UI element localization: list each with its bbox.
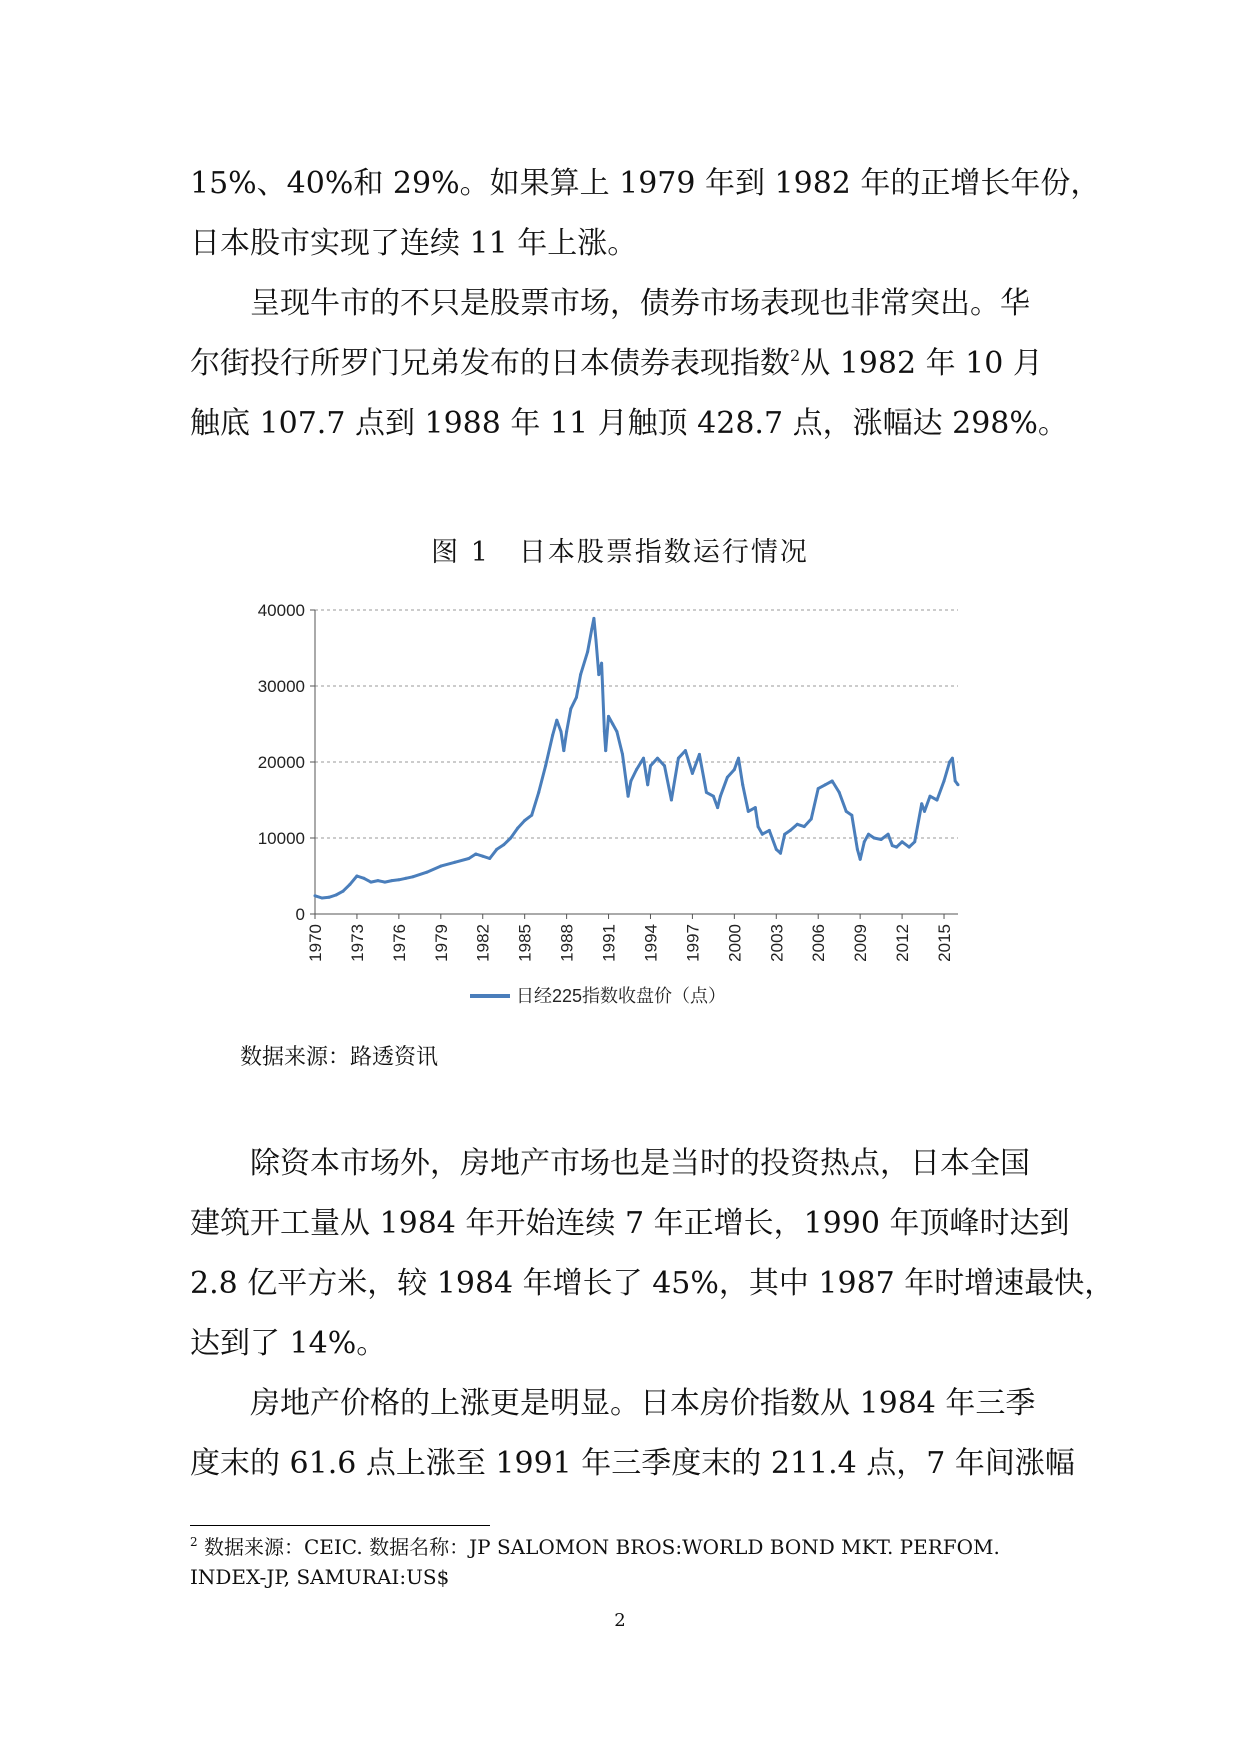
data-point [951,757,954,760]
data-point [383,881,386,884]
data-point [929,795,932,798]
data-point [716,806,719,809]
data-point [586,650,589,653]
x-axis-ticks [306,924,954,962]
data-point [592,617,595,620]
data-point [936,799,939,802]
data-point [404,877,407,880]
data-point [954,780,957,783]
data-point [523,819,526,822]
legend-label: 日经225指数收盘价（点） [516,986,727,1006]
chart-gridlines [315,610,958,838]
data-point [831,780,834,783]
data-point [590,628,593,631]
paragraph-line [190,334,1050,394]
data-point [481,855,484,858]
series-line [315,618,958,898]
data-point [565,730,568,733]
data-point [335,894,338,897]
x-tick-label: 2006 [809,924,829,962]
footnote [190,1532,1050,1592]
data-point [362,877,365,880]
data-point [863,840,866,843]
data-point [569,707,572,710]
x-tick-label: 2003 [767,924,787,962]
data-point [411,875,414,878]
x-tick-label: 2000 [725,924,745,962]
data-point [948,761,951,764]
data-point [544,764,547,767]
page-number: 2 [614,1610,626,1631]
y-tick-label: 30000 [257,677,305,696]
data-point [943,780,946,783]
chart-series [314,617,960,900]
paragraph-3 [190,1134,1115,1374]
data-point [747,810,750,813]
data-point [495,848,498,851]
paragraph-line: 触底 107.7 点到 1988 年 11 月触顶 428.7 点，涨幅达 298%。 [190,406,1068,441]
x-tick-label: 1982 [473,924,493,962]
data-point [920,802,923,805]
data-point [502,843,505,846]
data-point [604,749,607,752]
data-point [603,730,606,733]
data-point [629,780,632,783]
data-point [328,896,331,899]
paragraph-line: 日本股市实现了连续 11 年上涨。 [190,226,638,261]
data-point [913,840,916,843]
y-tick-label: 20000 [257,753,305,772]
data-point [551,734,554,737]
data-point [321,897,324,900]
data-point [348,883,351,886]
data-point [891,844,894,847]
data-point [817,787,820,790]
chart-axes [310,610,958,919]
data-point [369,881,372,884]
data-point [880,838,883,841]
data-point [607,715,610,718]
data-point [726,776,729,779]
figure-title: 图 1 日本股票指数运行情况 [431,537,809,568]
data-point [642,757,645,760]
data-point [390,879,393,882]
data-point [670,799,673,802]
data-point [597,673,600,676]
data-point [915,833,918,836]
data-point [757,825,760,828]
data-point [509,837,512,840]
data-point [845,810,848,813]
data-point [453,861,456,864]
x-tick-label: 2015 [935,924,955,962]
data-point [656,757,659,760]
x-tick-label: 1988 [557,924,577,962]
footnote-line: INDEX-JP, SAMURAI:US$ [190,1565,450,1589]
data-point [467,857,470,860]
paragraph-1 [190,154,1101,274]
data-point [646,783,649,786]
paragraph-line: 2.8 亿平方米，较 1984 年增长了 45%，其中 1987 年时增速最快， [190,1266,1115,1301]
paragraph-line: 建筑开工量从 1984 年开始连续 7 年正增长，1990 年顶峰时达到 [190,1206,1070,1241]
paragraph-line: 度末的 61.6 点上涨至 1991 年三季度末的 211.4 点，7 年间涨幅 [190,1446,1075,1481]
footnote-divider [190,1525,490,1526]
data-point [615,730,618,733]
data-point [530,814,533,817]
data-point [859,858,862,861]
data-point [397,878,400,881]
data-point [595,639,598,642]
data-point [895,846,898,849]
x-tick-label: 1970 [306,924,325,962]
paragraph-2 [190,274,1068,454]
paragraph-4 [190,1374,1075,1494]
data-point [663,764,666,767]
data-point [761,833,764,836]
data-point [754,806,757,809]
data-point [425,871,428,874]
data-point [850,814,853,817]
data-point [712,795,715,798]
data-point [488,857,491,860]
data-point [779,852,782,855]
data-point [957,783,960,786]
data-point [562,749,565,752]
data-point [355,875,358,878]
chart-legend [470,986,726,1006]
x-tick-label: 1985 [515,924,535,962]
data-point [733,768,736,771]
data-point [555,719,558,722]
y-tick-label: 0 [295,905,305,924]
data-point [649,764,652,767]
y-tick-label: 40000 [257,601,305,620]
x-tick-label: 2012 [893,924,913,962]
data-point [803,825,806,828]
data-point [474,853,477,856]
data-point [439,865,442,868]
x-tick-label: 1991 [599,924,619,962]
data-point [923,810,926,813]
data-point [741,783,744,786]
data-point [908,846,911,849]
x-tick-label: 1994 [641,924,661,962]
y-tick-label: 10000 [257,829,305,848]
data-point [887,833,890,836]
paragraph-line: 15%、40%和 29%。如果算上 1979 年到 1982 年的正增长年份， [190,166,1101,201]
data-point [627,795,630,798]
data-point [376,879,379,882]
data-point [783,833,786,836]
data-point [691,772,694,775]
figure-source: 数据来源：路透资讯 [240,1045,439,1070]
data-point [867,833,870,836]
footnote-reference[interactable]: 2 [790,346,801,365]
paragraph-text: 从 1982 年 10 月 [800,346,1043,381]
footnote-text: 数据来源：CEIC. 数据名称：JP SALOMON BROS:WORLD BOND MKT. PERFOM. [204,1535,1000,1559]
data-point [314,894,317,897]
data-point [824,783,827,786]
footnote-marker: 2 [190,1535,198,1549]
paragraph-line: 达到了 14%。 [190,1326,387,1361]
x-tick-label: 1979 [431,924,451,962]
y-axis-ticks [258,601,305,924]
data-point [810,818,813,821]
x-tick-label: 1973 [347,924,367,962]
data-point [635,768,638,771]
data-point [575,696,578,699]
data-point [560,730,563,733]
data-point [768,829,771,832]
paragraph-line: 房地产价格的上涨更是明显。日本房价指数从 1984 年三季 [250,1386,1036,1421]
data-point [677,757,680,760]
x-tick-label: 1997 [683,924,703,962]
data-point [705,791,708,794]
data-point [600,662,603,665]
data-point [719,795,722,798]
data-point [516,827,519,830]
data-point [342,890,345,893]
x-tick-label: 2009 [851,924,871,962]
data-point [684,749,687,752]
data-point [838,791,841,794]
paragraph-line: 除资本市场外，房地产市场也是当时的投资热点，日本全国 [250,1146,1030,1181]
data-point [698,753,701,756]
data-point [579,673,582,676]
data-point [621,753,624,756]
data-point [611,723,614,726]
data-point [789,829,792,832]
data-point [901,840,904,843]
data-point [796,823,799,826]
paragraph-text: 尔街投行所罗门兄弟发布的日本债券表现指数 [190,346,790,381]
footnote-line [190,1532,1050,1562]
paragraph-line: 呈现牛市的不只是股票市场，债券市场表现也非常突出。华 [250,286,1030,321]
x-tick-label: 1976 [389,924,409,962]
data-point [856,848,859,851]
data-point [537,791,540,794]
data-point [737,757,740,760]
data-point [873,837,876,840]
data-point [775,848,778,851]
line-chart [220,590,980,1020]
